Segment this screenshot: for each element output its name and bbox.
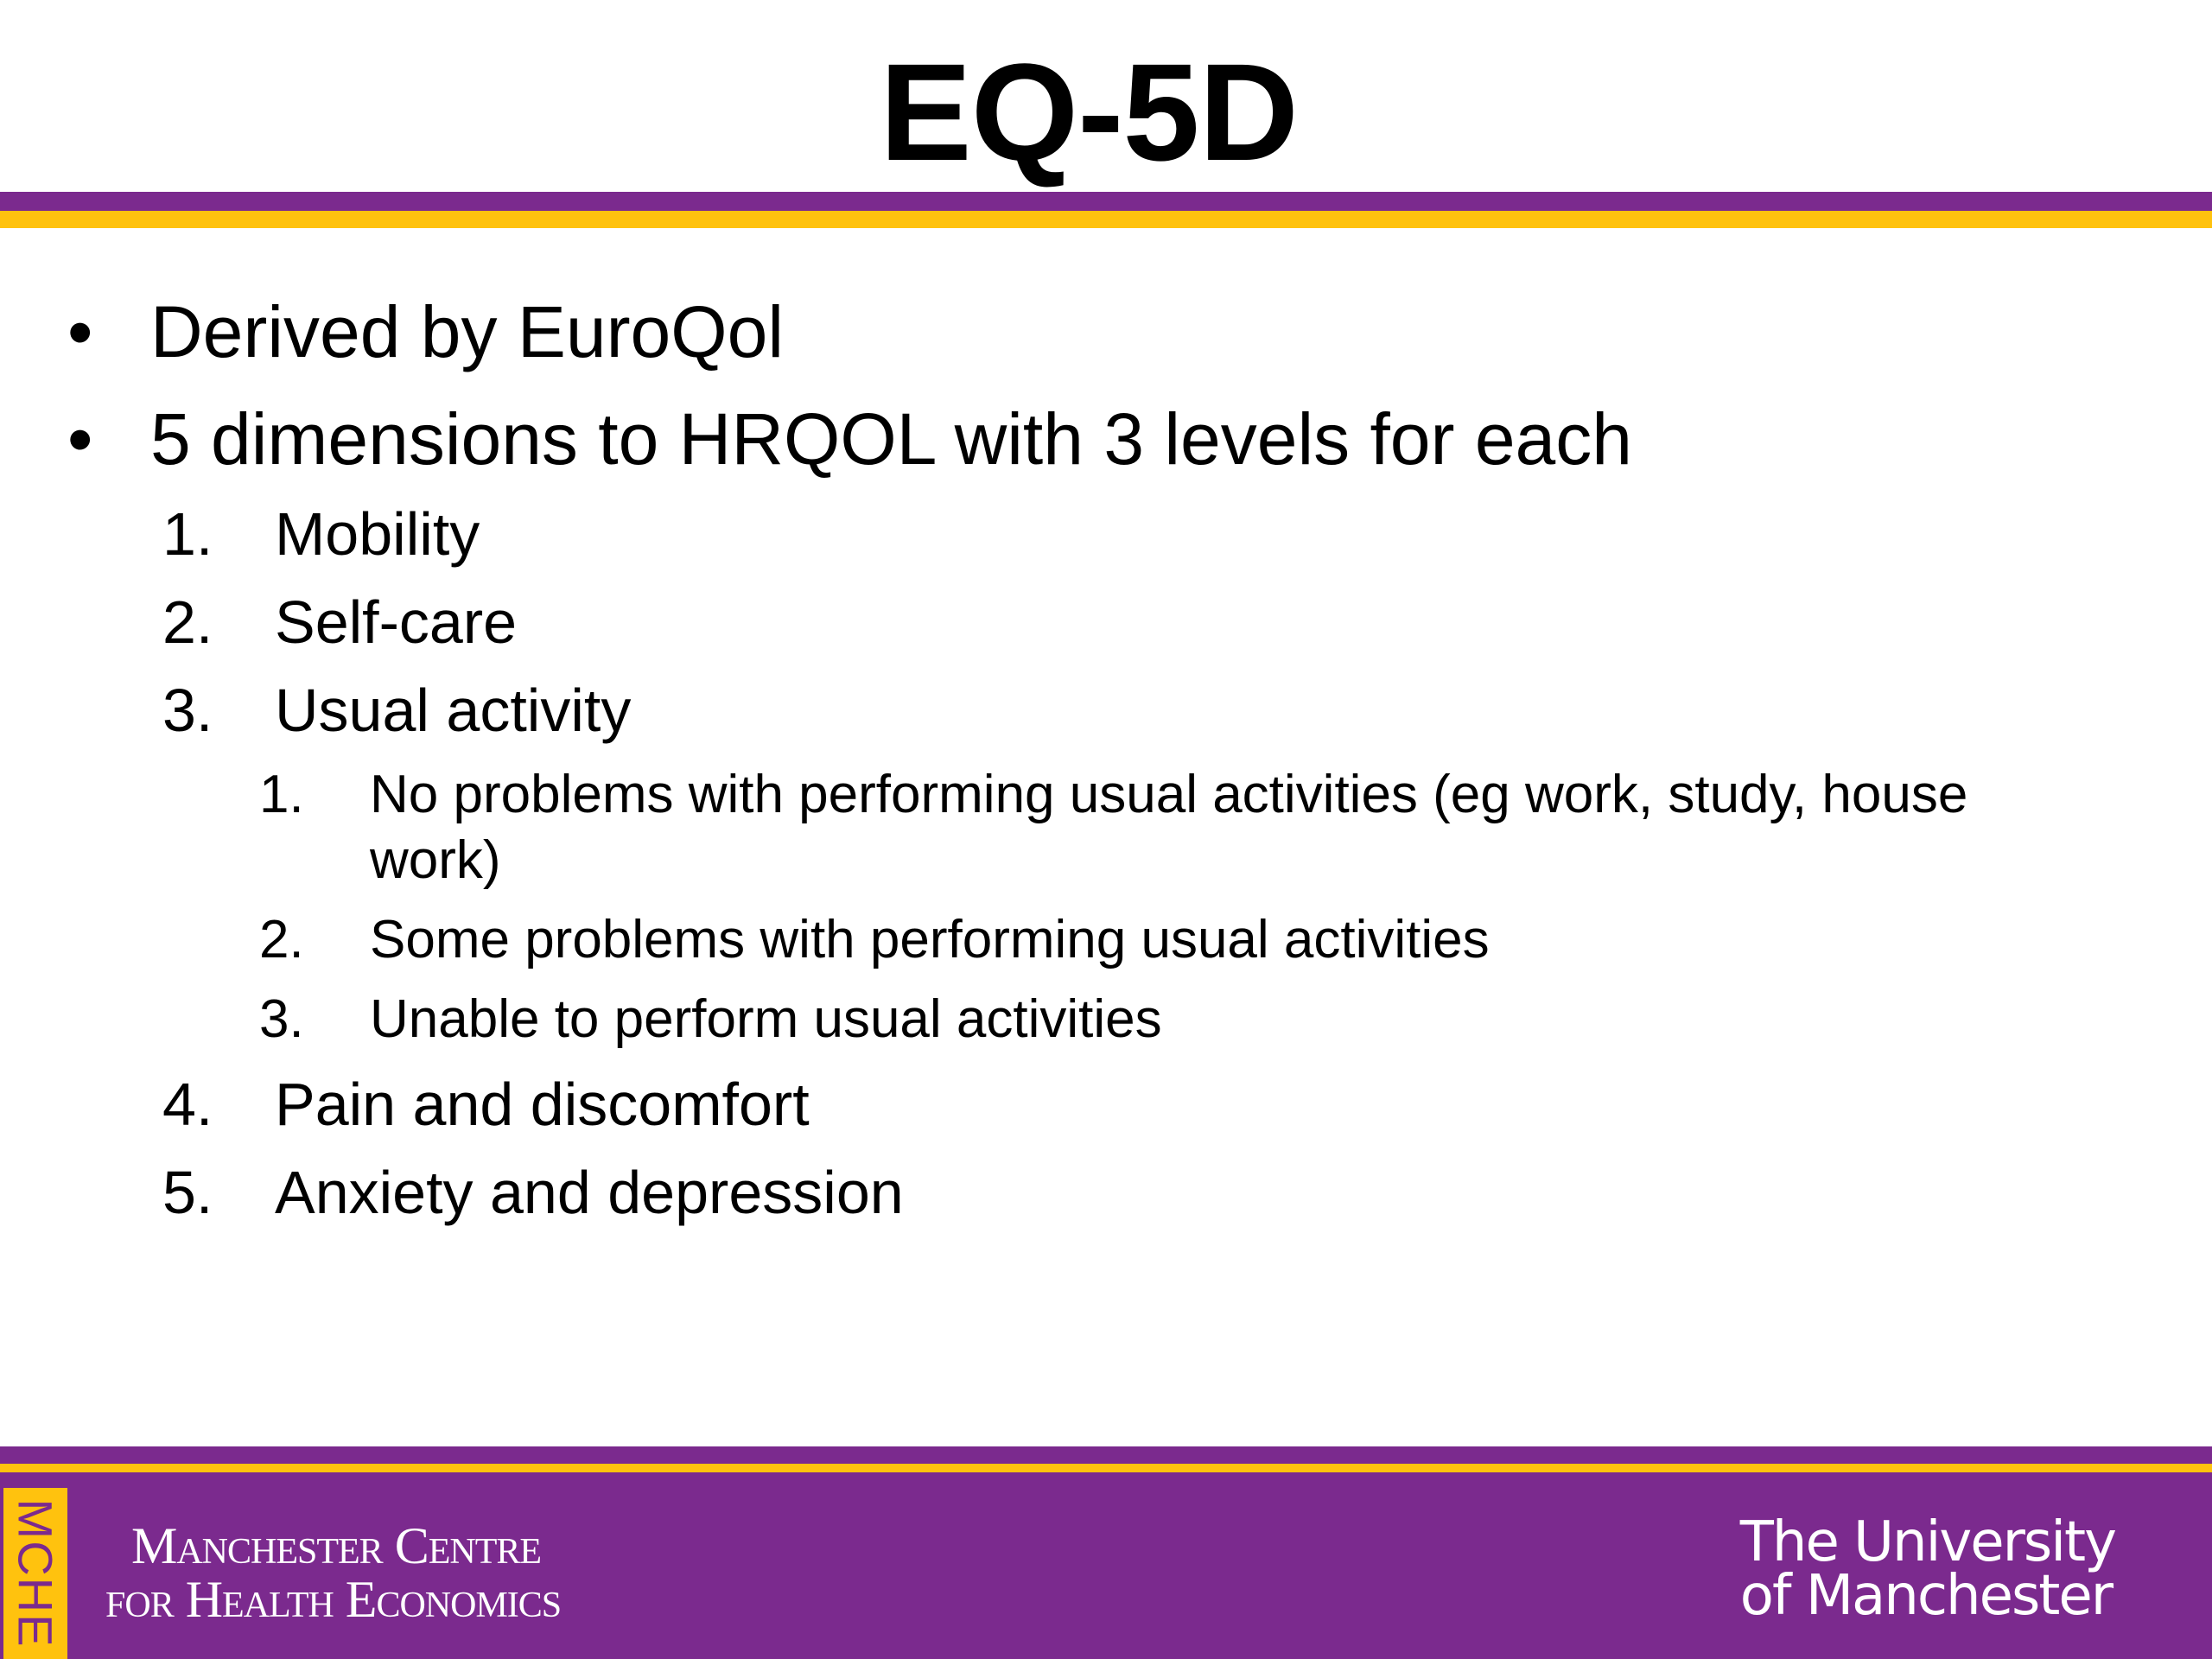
dimension-label: Mobility [275, 500, 480, 568]
dimension-number: 3. [162, 677, 213, 744]
level-label: Some problems with performing usual activities [370, 910, 1490, 969]
mche-logo-tab [3, 1488, 67, 1659]
level-number: 1. [259, 765, 304, 824]
dimension-item [162, 586, 518, 658]
level-label: No problems with performing usual activities (eg work, study, house work) [370, 765, 1968, 890]
level-number: 2. [259, 910, 304, 969]
footer-rule-gold [0, 1464, 2212, 1472]
level-item [259, 907, 2098, 973]
centre-logo [105, 1519, 561, 1626]
university-logo [1739, 1510, 2115, 1628]
level-number: 3. [259, 989, 304, 1049]
level-item [259, 987, 2098, 1052]
university-name-line2: of Manchester [1739, 1564, 2113, 1628]
dimension-label: Pain and discomfort [275, 1071, 810, 1138]
dimension-item [162, 1068, 810, 1141]
dimension-item [162, 674, 632, 747]
centre-name-line2: for Health Economics [105, 1571, 562, 1628]
header-rule-purple [0, 192, 2212, 211]
dimension-number: 5. [162, 1159, 213, 1226]
dimension-label: Self-care [275, 588, 518, 656]
bullet-text: 5 dimensions to HRQOL with 3 levels for each [150, 398, 1632, 480]
header-rule-gold [0, 211, 2212, 228]
dimension-label: Usual activity [275, 677, 632, 744]
dimension-number: 4. [162, 1071, 213, 1138]
dimension-item [162, 1156, 904, 1229]
bullet-marker: • [67, 291, 93, 372]
dimension-number: 2. [162, 588, 213, 656]
dimension-label: Anxiety and depression [275, 1159, 904, 1226]
level-label: Unable to perform usual activities [370, 989, 1162, 1049]
bullet-text: Derived by EuroQol [150, 291, 784, 372]
mche-logo-text: MCHE [8, 1498, 63, 1649]
centre-name-line1: Manchester Centre [131, 1517, 542, 1574]
bullet-item [67, 289, 784, 375]
bullet-marker: • [67, 398, 93, 480]
dimension-number: 1. [162, 500, 213, 568]
university-name-line1: The University [1739, 1510, 2115, 1574]
dimension-item [162, 498, 480, 570]
slide-title: EQ-5D [880, 35, 1298, 189]
footer-rule-purple [0, 1446, 2212, 1464]
level-item [259, 762, 2098, 893]
bullet-item [67, 396, 1632, 482]
